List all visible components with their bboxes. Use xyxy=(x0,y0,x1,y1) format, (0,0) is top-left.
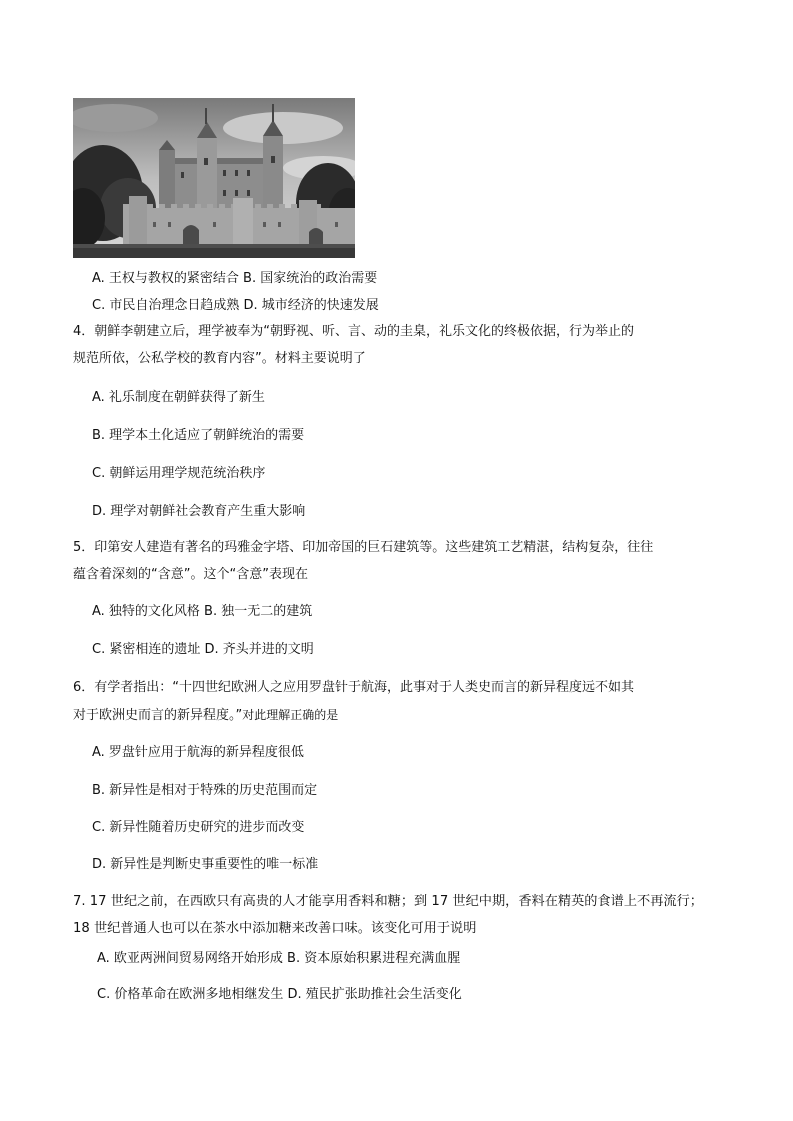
q4-option-c[interactable]: C. 朝鲜运用理学规范统治秩序 xyxy=(92,466,266,481)
q4-stem-line1: 4．朝鲜李朝建立后，理学被奉为“朝野视、听、言、动的圭臬，礼乐文化的终极依据，行为举止的 xyxy=(73,324,635,339)
q4-option-a[interactable]: A. 礼乐制度在朝鲜获得了新生 xyxy=(92,390,265,405)
q6-option-c[interactable]: C. 新异性随着历史研究的进步而改变 xyxy=(92,820,305,835)
castle-photo xyxy=(73,98,355,258)
q4-option-d[interactable]: D. 理学对朝鲜社会教育产生重大影响 xyxy=(92,504,306,519)
q7-stem-line1: 7. 17 世纪之前，在西欧只有高贵的人才能享用香料和糖；到 17 世纪中期，香料在精英的食谱上不再流行； xyxy=(73,894,703,909)
q6-option-b[interactable]: B. 新异性是相对于特殊的历史范围而定 xyxy=(92,783,318,798)
q3-option-cd[interactable]: C. 市民自治理念日趋成熟 D. 城市经济的快速发展 xyxy=(92,298,379,313)
q6-option-a[interactable]: A. 罗盘针应用于航海的新异程度很低 xyxy=(92,745,304,760)
q6-stem-line1: 6．有学者指出：“十四世纪欧洲人之应用罗盘针于航海，此事对于人类史而言的新异程度远不如其 xyxy=(73,680,635,695)
q5-stem-line1: 5．印第安人建造有著名的玛雅金字塔、印加帝国的巨石建筑等。这些建筑工艺精湛，结构复杂，往往 xyxy=(73,540,654,555)
q7-option-ab[interactable]: A. 欧亚两洲间贸易网络开始形成 B. 资本原始积累进程充满血腥 xyxy=(97,951,461,966)
q5-option-cd[interactable]: C. 紧密相连的遗址 D. 齐头并进的文明 xyxy=(92,642,314,657)
q3-option-ab[interactable]: A. 王权与教权的紧密结合 B. 国家统治的政治需要 xyxy=(92,271,378,286)
q6-stem-line2-tail: 对此理解正确的是 xyxy=(242,708,339,722)
q6-stem-line2-main: 对于欧洲史而言的新异程度。” xyxy=(73,708,243,723)
q6-stem-line2 xyxy=(73,706,338,725)
q5-stem-line2: 蕴含着深刻的“含意”。这个“含意”表现在 xyxy=(73,567,308,582)
q4-stem-line2: 规范所依，公私学校的教育内容”。材料主要说明了 xyxy=(73,351,366,366)
q5-option-ab[interactable]: A. 独特的文化风格 B. 独一无二的建筑 xyxy=(92,604,313,619)
q7-stem-line2: 18 世纪普通人也可以在茶水中添加糖来改善口味。该变化可用于说明 xyxy=(73,921,477,936)
q7-option-cd[interactable]: C. 价格革命在欧洲多地相继发生 D. 殖民扩张助推社会生活变化 xyxy=(97,987,462,1002)
q4-option-b[interactable]: B. 理学本土化适应了朝鲜统治的需要 xyxy=(92,428,305,443)
q6-option-d[interactable]: D. 新异性是判断史事重要性的唯一标准 xyxy=(92,857,319,872)
